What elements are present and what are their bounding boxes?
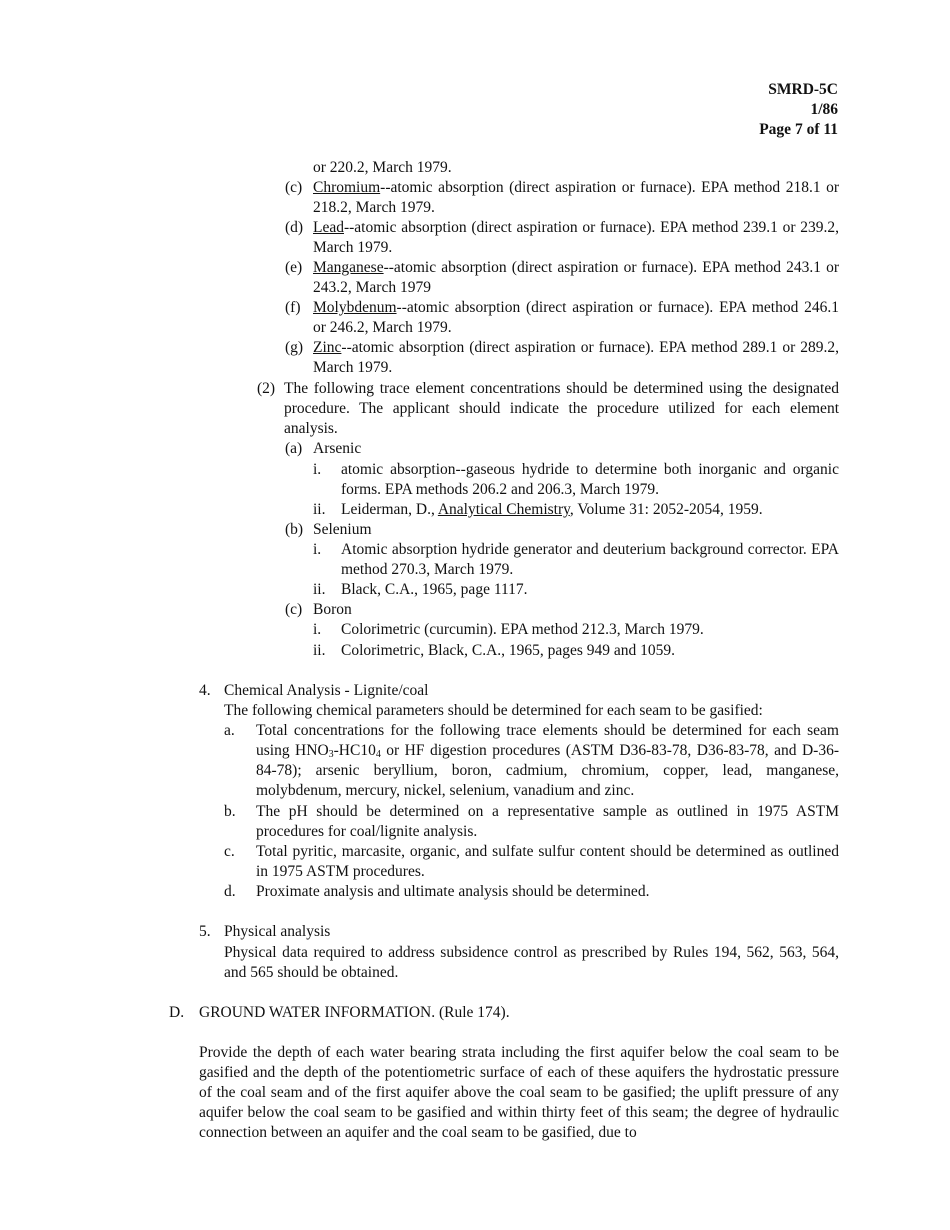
item-label: (a) [285,440,303,457]
selenium-title: Selenium [313,521,372,538]
element-name: Manganese [313,259,384,276]
list-item: Colorimetric, Black, C.A., 1965, pages 949 and 1059. [341,642,676,659]
section-title: Physical analysis [224,923,331,940]
item-label: ii. [313,501,326,518]
list-item: Black, C.A., 1965, page 1117. [341,581,528,598]
list-item [256,721,839,801]
item-label: (c) [285,601,303,618]
item-label: (c) [285,179,303,196]
list-item [313,218,839,258]
element-name: Chromium [313,179,381,196]
continued-text: or 220.2, March 1979. [313,159,452,176]
list-item [341,500,839,520]
subscript: 3 [328,749,334,760]
item-text: --atomic absorption (direct aspiration or furnace). EPA method 289.1 or 289.2, March 1979. [313,339,839,376]
item-label: i. [313,541,322,558]
element-name: Molybdenum [313,299,397,316]
item-label: (e) [285,259,303,276]
list-item: Atomic absorption hydride generator and deuterium background corrector. EPA method 270.3, March 1979. [341,541,839,578]
item-text: --atomic absorption (direct aspiration or furnace). EPA method 243.1 or 243.2, March 1979 [313,259,839,296]
item-text: --atomic absorption (direct aspiration or furnace). EPA method 246.1 or 246.2, March 1979. [313,299,839,336]
list-item [313,338,839,378]
item-text: --atomic absorption (direct aspiration or furnace). EPA method 218.1 or 218.2, March 1979. [313,179,839,216]
section-number: 4. [199,682,211,699]
form-date: 1/86 [810,101,838,118]
citation-detail: , Volume 31: 2052-2054, 1959. [569,501,763,518]
section-title: Chemical Analysis - Lignite/coal [224,682,429,699]
item-label: d. [224,883,236,900]
item-text: -HC10 [333,742,376,759]
boron-title: Boron [313,601,352,618]
item-label: b. [224,803,236,820]
subscript: 4 [375,749,381,760]
item-label: a. [224,722,235,739]
item-label: ii. [313,642,326,659]
item-label: c. [224,843,235,860]
journal-name: Analytical Chemistry [437,501,570,518]
item-label: (d) [285,219,304,236]
list-item: Total pyritic, marcasite, organic, and sulfate sulfur content should be determined as outlined in 1975 ASTM procedures. [256,843,839,880]
list-item [313,258,839,298]
item-label: (2) [257,380,276,397]
page-header [759,80,838,140]
section-intro: The following chemical parameters should be determined for each seam to be gasified: [224,702,763,719]
citation-author: Leiderman, D., [341,501,438,518]
item-label: i. [313,621,322,638]
list-item: atomic absorption--gaseous hydride to determine both inorganic and organic forms. EPA methods 206.2 and 206.3, March 1979. [341,461,839,498]
item-label: i. [313,461,322,478]
element-name: Zinc [313,339,342,356]
item-text: --atomic absorption (direct aspiration or furnace). EPA method 239.1 or 239.2, March 1979. [313,219,839,256]
section-label: D. [169,1004,185,1021]
item-text: or HF digestion procedures (ASTM D36-83-78, D36-83-78, and D-36-84-78); arsenic beryllium, boron, cadmium, chromium, copper, lead, manganese, molybdenum, mercury, nickel, selenium, vanadium and zinc. [256,742,839,799]
item-2-text: The following trace element concentrations should be determined using the designated procedure. The applicant should indicate the procedure utilized for each element analysis. [284,380,839,437]
item-label: (f) [285,299,301,316]
list-item: Proximate analysis and ultimate analysis should be determined. [256,883,650,900]
item-label: (b) [285,521,304,538]
page-number: Page 7 of 11 [759,121,838,138]
item-label: ii. [313,581,326,598]
list-item: The pH should be determined on a representative sample as outlined in 1975 ASTM procedures for coal/lignite analysis. [256,803,839,840]
ground-water-text: Provide the depth of each water bearing strata including the first aquifer below the coal seam to be gasified and the depth of the potentiometric surface of each of these aquifers the hydrostatic pressure of the coal seam and of the first aquifer above the coal seam to be gasified; the uplift pressure of any aquifer below the coal seam to be gasified and within thirty feet of this seam; the degree of hydraulic connection between an aquifer and the coal seam to be gasified, due to [199,1044,839,1141]
element-name: Lead [313,219,344,236]
item-text: Total concentrations for the following trace elements should be determined for each seam using HNO [256,722,839,759]
form-id: SMRD-5C [768,81,838,98]
list-item [313,178,839,218]
section-text: Physical data required to address subsidence control as prescribed by Rules 194, 562, 563, 564, and 565 should be obtained. [224,944,839,981]
section-number: 5. [199,923,211,940]
section-heading: GROUND WATER INFORMATION. (Rule 174). [199,1004,510,1021]
list-item: Colorimetric (curcumin). EPA method 212.3, March 1979. [341,621,704,638]
list-item [313,298,839,338]
item-label: (g) [285,339,304,356]
arsenic-title: Arsenic [313,440,362,457]
